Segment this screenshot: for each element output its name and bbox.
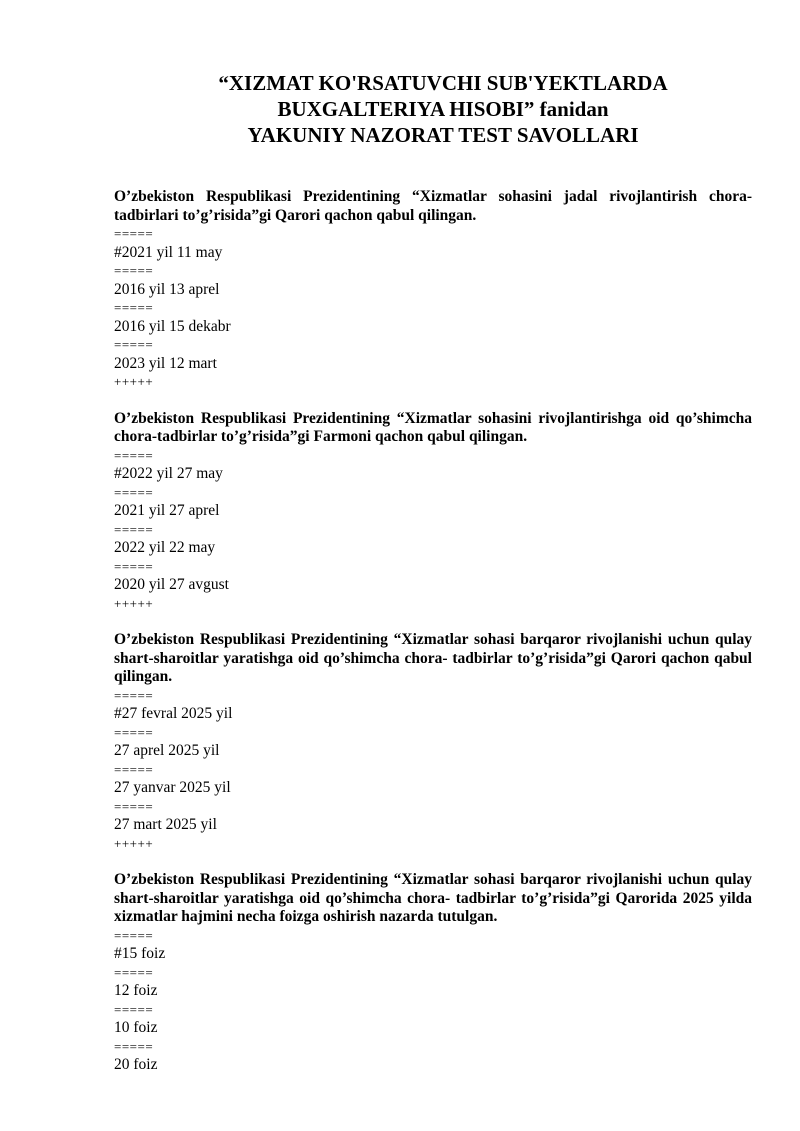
separator: ===== <box>114 226 154 241</box>
question-text: O’zbekiston Respublikasi Prezidentining “Xizmatlar sohasini jadal rivojlantirish chora-tadbirlari to’g’risida”gi Qarori qachon qabul qilingan. <box>114 188 752 224</box>
answer-option: 2021 yil 27 aprel <box>114 502 220 519</box>
answer-option: #2021 yil 11 may <box>114 243 223 261</box>
separator: ===== <box>114 927 154 943</box>
answer-option: 10 foiz <box>114 1019 158 1036</box>
question-text: O’zbekiston Respublikasi Prezidentining “Xizmatlar sohasi barqaror rivojlanishi uchun qulay shart-sharoitlar yaratishga oid qo’shimcha chora- tadbirlar to’g’risida”gi Qarorida 2025 yilda xizmatlar hajmini necha foizga oshirish nazarda tutulgan. <box>114 871 752 925</box>
end-marker: +++++ <box>114 595 154 611</box>
question-block-4 <box>114 871 752 1075</box>
question-text: O’zbekiston Respublikasi Prezidentining “Xizmatlar sohasi barqaror rivojlanishi uchun qulay shart-sharoitlar yaratishga oid qo’shimcha chora- tadbirlar to’g’risida”gi Qarori qachon qabul qilingan. <box>114 631 752 685</box>
question-block-1 <box>114 188 752 392</box>
answer-option: #15 foiz <box>114 945 166 962</box>
separator: ===== <box>114 521 154 537</box>
document-title <box>134 70 752 148</box>
answer-option: #2022 yil 27 may <box>114 465 223 482</box>
separator: ===== <box>114 1038 154 1054</box>
answer-option: 20 foiz <box>114 1056 158 1073</box>
answer-option: 2016 yil 15 dekabr <box>114 317 231 335</box>
answer-option: #27 fevral 2025 yil <box>114 705 233 722</box>
separator: ===== <box>114 300 154 315</box>
separator: ===== <box>114 263 154 278</box>
title-line-1: “XIZMAT KO'RSATUVCHI SUB'YEKTLARDA <box>218 71 668 95</box>
end-marker: +++++ <box>114 374 154 389</box>
answer-option: 27 aprel 2025 yil <box>114 742 220 759</box>
separator: ===== <box>114 761 154 777</box>
separator: ===== <box>114 337 154 352</box>
separator: ===== <box>114 558 154 574</box>
answer-option: 2020 yil 27 avgust <box>114 576 229 593</box>
separator: ===== <box>114 687 154 703</box>
answer-option: 27 mart 2025 yil <box>114 816 217 833</box>
answer-option: 12 foiz <box>114 982 158 999</box>
end-marker: +++++ <box>114 835 154 851</box>
title-line-3: YAKUNIY NAZORAT TEST SAVOLLARI <box>247 123 639 147</box>
separator: ===== <box>114 447 154 463</box>
separator: ===== <box>114 798 154 814</box>
question-block-2 <box>114 410 752 614</box>
answer-option: 2022 yil 22 may <box>114 539 216 556</box>
answer-option: 2023 yil 12 mart <box>114 354 217 372</box>
question-text: O’zbekiston Respublikasi Prezidentining “Xizmatlar sohasini rivojlantirishga oid qo’shimcha chora-tadbirlar to’g’risida”gi Farmoni qachon qabul qilingan. <box>114 409 752 445</box>
question-block-3 <box>114 631 752 853</box>
title-line-2: BUXGALTERIYA HISOBI” fanidan <box>277 97 609 121</box>
answer-option: 2016 yil 13 aprel <box>114 280 220 298</box>
answer-option: 27 yanvar 2025 yil <box>114 779 231 796</box>
separator: ===== <box>114 724 154 740</box>
separator: ===== <box>114 964 154 980</box>
separator: ===== <box>114 1001 154 1017</box>
separator: ===== <box>114 484 154 500</box>
